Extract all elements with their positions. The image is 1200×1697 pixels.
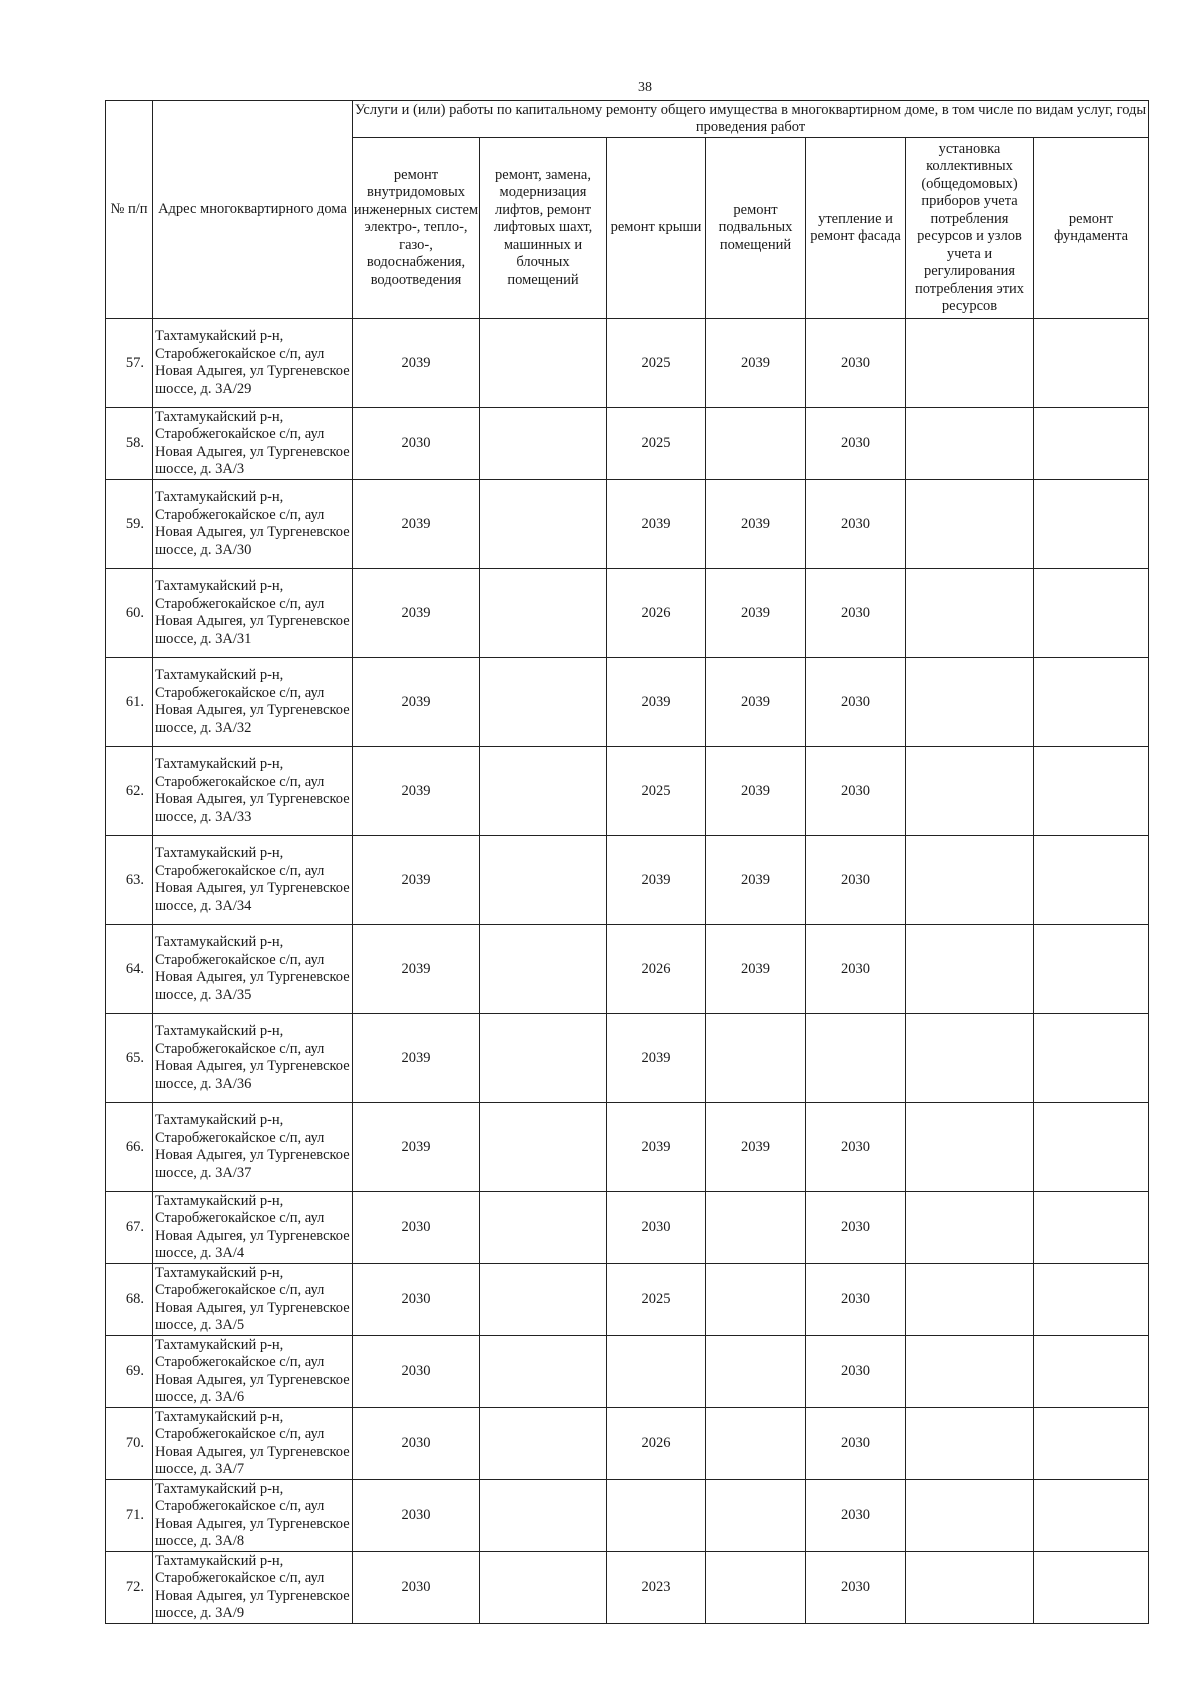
cell-elevators-year	[480, 747, 607, 836]
cell-facade-year	[806, 1014, 906, 1103]
row-address: Тахтамукайский р-н, Старобжегокайское с/п, аул Новая Адыгея, ул Тургеневское шоссе, д. 3А/31	[153, 569, 353, 658]
cell-roof-year: 2026	[607, 925, 706, 1014]
cell-basement-year: 2039	[706, 569, 806, 658]
cell-facade-year: 2030	[806, 1552, 906, 1624]
row-address: Тахтамукайский р-н, Старобжегокайское с/п, аул Новая Адыгея, ул Тургеневское шоссе, д. 3А/30	[153, 480, 353, 569]
cell-basement-year: 2039	[706, 747, 806, 836]
table-row	[106, 1264, 1149, 1336]
row-address: Тахтамукайский р-н, Старобжегокайское с/п, аул Новая Адыгея, ул Тургеневское шоссе, д. 3А/7	[153, 1408, 353, 1480]
table-row	[106, 480, 1149, 569]
cell-meters-year	[906, 1336, 1034, 1408]
cell-engineering-year: 2030	[353, 1192, 480, 1264]
cell-elevators-year	[480, 1192, 607, 1264]
cell-elevators-year	[480, 658, 607, 747]
cell-roof-year	[607, 1336, 706, 1408]
cell-roof-year: 2030	[607, 1192, 706, 1264]
cell-meters-year	[906, 1192, 1034, 1264]
row-address: Тахтамукайский р-н, Старобжегокайское с/п, аул Новая Адыгея, ул Тургеневское шоссе, д. 3А/35	[153, 925, 353, 1014]
row-number: 59.	[106, 480, 153, 569]
row-address: Тахтамукайский р-н, Старобжегокайское с/п, аул Новая Адыгея, ул Тургеневское шоссе, д. 3А/4	[153, 1192, 353, 1264]
row-address: Тахтамукайский р-н, Старобжегокайское с/п, аул Новая Адыгея, ул Тургеневское шоссе, д. 3А/36	[153, 1014, 353, 1103]
cell-meters-year	[906, 1408, 1034, 1480]
row-address: Тахтамукайский р-н, Старобжегокайское с/п, аул Новая Адыгея, ул Тургеневское шоссе, д. 3А/32	[153, 658, 353, 747]
table-row	[106, 1103, 1149, 1192]
cell-basement-year: 2039	[706, 925, 806, 1014]
cell-meters-year	[906, 1264, 1034, 1336]
cell-elevators-year	[480, 1336, 607, 1408]
row-number: 71.	[106, 1480, 153, 1552]
row-number: 66.	[106, 1103, 153, 1192]
cell-roof-year: 2026	[607, 1408, 706, 1480]
cell-elevators-year	[480, 1264, 607, 1336]
cell-elevators-year	[480, 836, 607, 925]
cell-facade-year: 2030	[806, 747, 906, 836]
cell-engineering-year: 2030	[353, 1480, 480, 1552]
cell-engineering-year: 2030	[353, 1264, 480, 1336]
cell-basement-year	[706, 1552, 806, 1624]
cell-engineering-year: 2039	[353, 569, 480, 658]
cell-roof-year: 2039	[607, 1014, 706, 1103]
cell-engineering-year: 2039	[353, 1014, 480, 1103]
header-num: № п/п	[106, 101, 153, 319]
cell-meters-year	[906, 925, 1034, 1014]
cell-foundation-year	[1034, 408, 1149, 480]
cell-facade-year: 2030	[806, 925, 906, 1014]
cell-foundation-year	[1034, 1014, 1149, 1103]
cell-facade-year: 2030	[806, 1264, 906, 1336]
cell-elevators-year	[480, 1014, 607, 1103]
cell-elevators-year	[480, 319, 607, 408]
cell-meters-year	[906, 1480, 1034, 1552]
cell-meters-year	[906, 1103, 1034, 1192]
cell-engineering-year: 2039	[353, 319, 480, 408]
row-number: 65.	[106, 1014, 153, 1103]
page-number: 38	[638, 80, 652, 95]
cell-roof-year: 2039	[607, 480, 706, 569]
table-row	[106, 658, 1149, 747]
header-col-foundation: ремонт фундамента	[1034, 138, 1149, 319]
header-col-roof: ремонт крыши	[607, 138, 706, 319]
cell-elevators-year	[480, 1103, 607, 1192]
cell-basement-year	[706, 1480, 806, 1552]
row-address: Тахтамукайский р-н, Старобжегокайское с/п, аул Новая Адыгея, ул Тургеневское шоссе, д. 3А/34	[153, 836, 353, 925]
cell-foundation-year	[1034, 569, 1149, 658]
cell-roof-year: 2039	[607, 1103, 706, 1192]
cell-meters-year	[906, 747, 1034, 836]
cell-foundation-year	[1034, 1264, 1149, 1336]
cell-facade-year: 2030	[806, 1408, 906, 1480]
table-row	[106, 408, 1149, 480]
cell-engineering-year: 2039	[353, 925, 480, 1014]
cell-foundation-year	[1034, 836, 1149, 925]
table-row	[106, 569, 1149, 658]
row-address: Тахтамукайский р-н, Старобжегокайское с/п, аул Новая Адыгея, ул Тургеневское шоссе, д. 3А/29	[153, 319, 353, 408]
cell-facade-year: 2030	[806, 1336, 906, 1408]
row-address: Тахтамукайский р-н, Старобжегокайское с/п, аул Новая Адыгея, ул Тургеневское шоссе, д. 3А/37	[153, 1103, 353, 1192]
cell-engineering-year: 2030	[353, 1408, 480, 1480]
cell-roof-year: 2025	[607, 747, 706, 836]
row-address: Тахтамукайский р-н, Старобжегокайское с/п, аул Новая Адыгея, ул Тургеневское шоссе, д. 3А/9	[153, 1552, 353, 1624]
row-address: Тахтамукайский р-н, Старобжегокайское с/п, аул Новая Адыгея, ул Тургеневское шоссе, д. 3А/33	[153, 747, 353, 836]
row-number: 60.	[106, 569, 153, 658]
table-row	[106, 319, 1149, 408]
cell-roof-year: 2039	[607, 658, 706, 747]
row-number: 57.	[106, 319, 153, 408]
cell-engineering-year: 2039	[353, 658, 480, 747]
table-header	[106, 101, 1149, 319]
table-row	[106, 1480, 1149, 1552]
cell-foundation-year	[1034, 1336, 1149, 1408]
cell-foundation-year	[1034, 925, 1149, 1014]
row-number: 67.	[106, 1192, 153, 1264]
cell-roof-year: 2025	[607, 319, 706, 408]
table-row	[106, 925, 1149, 1014]
cell-foundation-year	[1034, 480, 1149, 569]
cell-basement-year	[706, 1264, 806, 1336]
cell-facade-year: 2030	[806, 1480, 906, 1552]
cell-meters-year	[906, 1552, 1034, 1624]
cell-basement-year: 2039	[706, 658, 806, 747]
cell-engineering-year: 2039	[353, 480, 480, 569]
cell-elevators-year	[480, 408, 607, 480]
cell-meters-year	[906, 319, 1034, 408]
header-col-elevators: ремонт, замена, модернизация лифтов, ремонт лифтовых шахт, машинных и блочных помещений	[480, 138, 607, 319]
cell-meters-year	[906, 1014, 1034, 1103]
cell-facade-year: 2030	[806, 1192, 906, 1264]
cell-basement-year: 2039	[706, 480, 806, 569]
cell-meters-year	[906, 569, 1034, 658]
cell-foundation-year	[1034, 747, 1149, 836]
cell-elevators-year	[480, 925, 607, 1014]
row-number: 61.	[106, 658, 153, 747]
cell-meters-year	[906, 480, 1034, 569]
cell-facade-year: 2030	[806, 836, 906, 925]
cell-engineering-year: 2030	[353, 1336, 480, 1408]
cell-foundation-year	[1034, 1103, 1149, 1192]
cell-elevators-year	[480, 1408, 607, 1480]
row-address: Тахтамукайский р-н, Старобжегокайское с/п, аул Новая Адыгея, ул Тургеневское шоссе, д. 3А/5	[153, 1264, 353, 1336]
cell-elevators-year	[480, 569, 607, 658]
cell-roof-year: 2026	[607, 569, 706, 658]
row-number: 63.	[106, 836, 153, 925]
header-col-basement: ремонт подвальных помещений	[706, 138, 806, 319]
header-address: Адрес многоквартирного дома	[153, 101, 353, 319]
cell-roof-year: 2025	[607, 408, 706, 480]
cell-foundation-year	[1034, 319, 1149, 408]
cell-elevators-year	[480, 480, 607, 569]
cell-foundation-year	[1034, 1480, 1149, 1552]
cell-engineering-year: 2030	[353, 408, 480, 480]
table-row	[106, 1336, 1149, 1408]
cell-facade-year: 2030	[806, 569, 906, 658]
cell-meters-year	[906, 658, 1034, 747]
cell-roof-year: 2039	[607, 836, 706, 925]
cell-engineering-year: 2039	[353, 747, 480, 836]
cell-facade-year: 2030	[806, 480, 906, 569]
row-address: Тахтамукайский р-н, Старобжегокайское с/п, аул Новая Адыгея, ул Тургеневское шоссе, д. 3А/6	[153, 1336, 353, 1408]
table-row	[106, 1192, 1149, 1264]
row-address: Тахтамукайский р-н, Старобжегокайское с/п, аул Новая Адыгея, ул Тургеневское шоссе, д. 3А/3	[153, 408, 353, 480]
cell-basement-year	[706, 408, 806, 480]
header-group-title: Услуги и (или) работы по капитальному ремонту общего имущества в многоквартирном доме, в том числе по видам услуг, годы проведения работ	[353, 101, 1149, 138]
header-col-meters: установка коллективных (общедомовых) приборов учета потребления ресурсов и узлов учета и регулирования потребления этих ресурсов	[906, 138, 1034, 319]
cell-facade-year: 2030	[806, 319, 906, 408]
cell-basement-year: 2039	[706, 1103, 806, 1192]
cell-basement-year	[706, 1408, 806, 1480]
cell-basement-year	[706, 1014, 806, 1103]
row-number: 72.	[106, 1552, 153, 1624]
row-number: 70.	[106, 1408, 153, 1480]
cell-meters-year	[906, 408, 1034, 480]
row-number: 58.	[106, 408, 153, 480]
cell-roof-year: 2023	[607, 1552, 706, 1624]
capital-repair-table	[105, 100, 1149, 1624]
row-number: 68.	[106, 1264, 153, 1336]
cell-foundation-year	[1034, 658, 1149, 747]
cell-foundation-year	[1034, 1192, 1149, 1264]
cell-facade-year: 2030	[806, 1103, 906, 1192]
header-col-facade: утепление и ремонт фасада	[806, 138, 906, 319]
cell-elevators-year	[480, 1480, 607, 1552]
cell-facade-year: 2030	[806, 408, 906, 480]
cell-roof-year	[607, 1480, 706, 1552]
cell-basement-year: 2039	[706, 319, 806, 408]
cell-engineering-year: 2039	[353, 1103, 480, 1192]
cell-foundation-year	[1034, 1552, 1149, 1624]
cell-foundation-year	[1034, 1408, 1149, 1480]
cell-facade-year: 2030	[806, 658, 906, 747]
cell-basement-year: 2039	[706, 836, 806, 925]
row-number: 64.	[106, 925, 153, 1014]
cell-basement-year	[706, 1192, 806, 1264]
header-col-engineering: ремонт внутридомовых инженерных систем электро-, тепло-, газо-, водоснабжения, водоотведения	[353, 138, 480, 319]
table-row	[106, 1408, 1149, 1480]
table-row	[106, 1014, 1149, 1103]
table-row	[106, 1552, 1149, 1624]
cell-elevators-year	[480, 1552, 607, 1624]
cell-meters-year	[906, 836, 1034, 925]
cell-engineering-year: 2030	[353, 1552, 480, 1624]
table-row	[106, 836, 1149, 925]
row-number: 69.	[106, 1336, 153, 1408]
row-number: 62.	[106, 747, 153, 836]
table-row	[106, 747, 1149, 836]
cell-roof-year: 2025	[607, 1264, 706, 1336]
table-body	[106, 319, 1149, 1624]
cell-basement-year	[706, 1336, 806, 1408]
cell-engineering-year: 2039	[353, 836, 480, 925]
row-address: Тахтамукайский р-н, Старобжегокайское с/п, аул Новая Адыгея, ул Тургеневское шоссе, д. 3А/8	[153, 1480, 353, 1552]
